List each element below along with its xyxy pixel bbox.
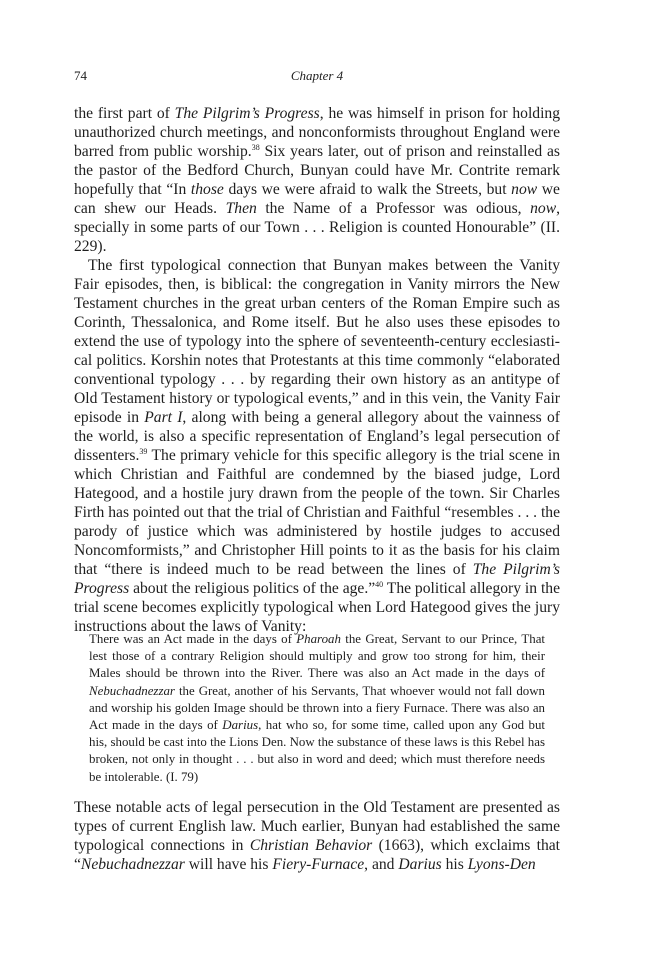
footnote-ref-40: 40 <box>375 580 384 589</box>
footnote-ref-38: 38 <box>251 143 260 152</box>
main-body-text <box>74 104 560 636</box>
footnote-ref-39: 39 <box>139 447 148 456</box>
italic-title: The Pilgrim’s Progress <box>74 561 560 597</box>
closing-body-text <box>74 798 560 874</box>
quote-text: There was an Act made in the days of Pharoah the Great, Servant to our Prince, That lest those of a contrary Religion should multiply and grow too strong for him, their Males should be thrown into the River. There was also an Act made in the days of Nebuchadnezzar the Great, another of his Servants, That whoever would not fall down and worship his golden Image should be thrown into a fiery Furnace. There was also an Act made in the days of Darius, hat who so, for some time, called upon any God but his, should be cast into the Lions Den. Now the substance of these laws is this Rebel has broken, not only in thought . . . but also in word and deed; which must therefore needs be intolerable. (I. 79) <box>89 632 545 784</box>
running-head <box>74 68 560 88</box>
block-quote <box>89 631 545 786</box>
italic-title: The Pilgrim’s Progress <box>174 105 320 122</box>
italic-part-one: Part I <box>144 409 183 426</box>
paragraph-legal-persecution: These notable acts of legal persecution in the Old Testament are presented as types of current English law. Much earlier, Bunyan had established the same typological connections in Christian Behavior (1663), which exclaims that “Nebuchadnezzar will have his Fiery-Furnace, and Darius his Lyons-Den <box>74 799 561 873</box>
paragraph-continued: the first part of The Pilgrim’s Progress, he was himself in prison for holding unauthorized church meetings, and nonconformists throughout England were barred from public worship.$^{38}$ Six years later, out of prison and reinstalled as the pastor of the Bedford Church, Bunyan could have Mr. Contrite remark hopefully that “In those days we were afraid to walk the Streets, but now we can shew our Heads. Then the Name of a Professor was odious, now, specially in some parts of our Town . . . Religion is counted Honourable” (II. 229). <box>74 105 561 255</box>
chapter-title: Chapter 4 <box>290 68 344 83</box>
paragraph-typology: The first typological connection that Bunyan makes between the Vanity Fair episodes, then, is biblical: the congregation in Vanity mirrors the New Testament churches in the great urban centers of the Roman Empire such as Corinth, Thessalonica, and Rome itself. But he also uses these episodes to extend the use of typology into the sphere of seventeenth-century ecclesiasti-cal politics. Korshin notes that Protestants at this time commonly “elaborated conventional typology . . . by regarding their own history as an antitype of Old Testament history or typological events,” and in this vein, the Vanity Fair episode in Part I, along with being a general allegory about the vainness of the world, is also a specific representation of England’s legal persecution of dissenters.$^{39}$ The primary vehicle for this specific allegory is the trial scene in which Christian and Faithful are condemned by the biased judge, Lord Hategood, and a hostile jury drawn from the people of the town. Sir Charles Firth has pointed out that the trial of Christian and Faithful “resembles . . . the parody of justice which was administered by hostile judges to accused Noncomformists,” and Christopher Hill points to it as the basis for his claim that “there is indeed much to be read between the lines of The Pilgrim’s Progress about the religious politics of the age.”$^{40}$ The political allegory in the trial scene becomes explicitly typological when Lord Hategood gives the jury instructions about the laws of Vanity: <box>74 257 561 635</box>
italic-title: Christian Behavior <box>249 837 373 854</box>
page-number: 74 <box>74 68 87 83</box>
